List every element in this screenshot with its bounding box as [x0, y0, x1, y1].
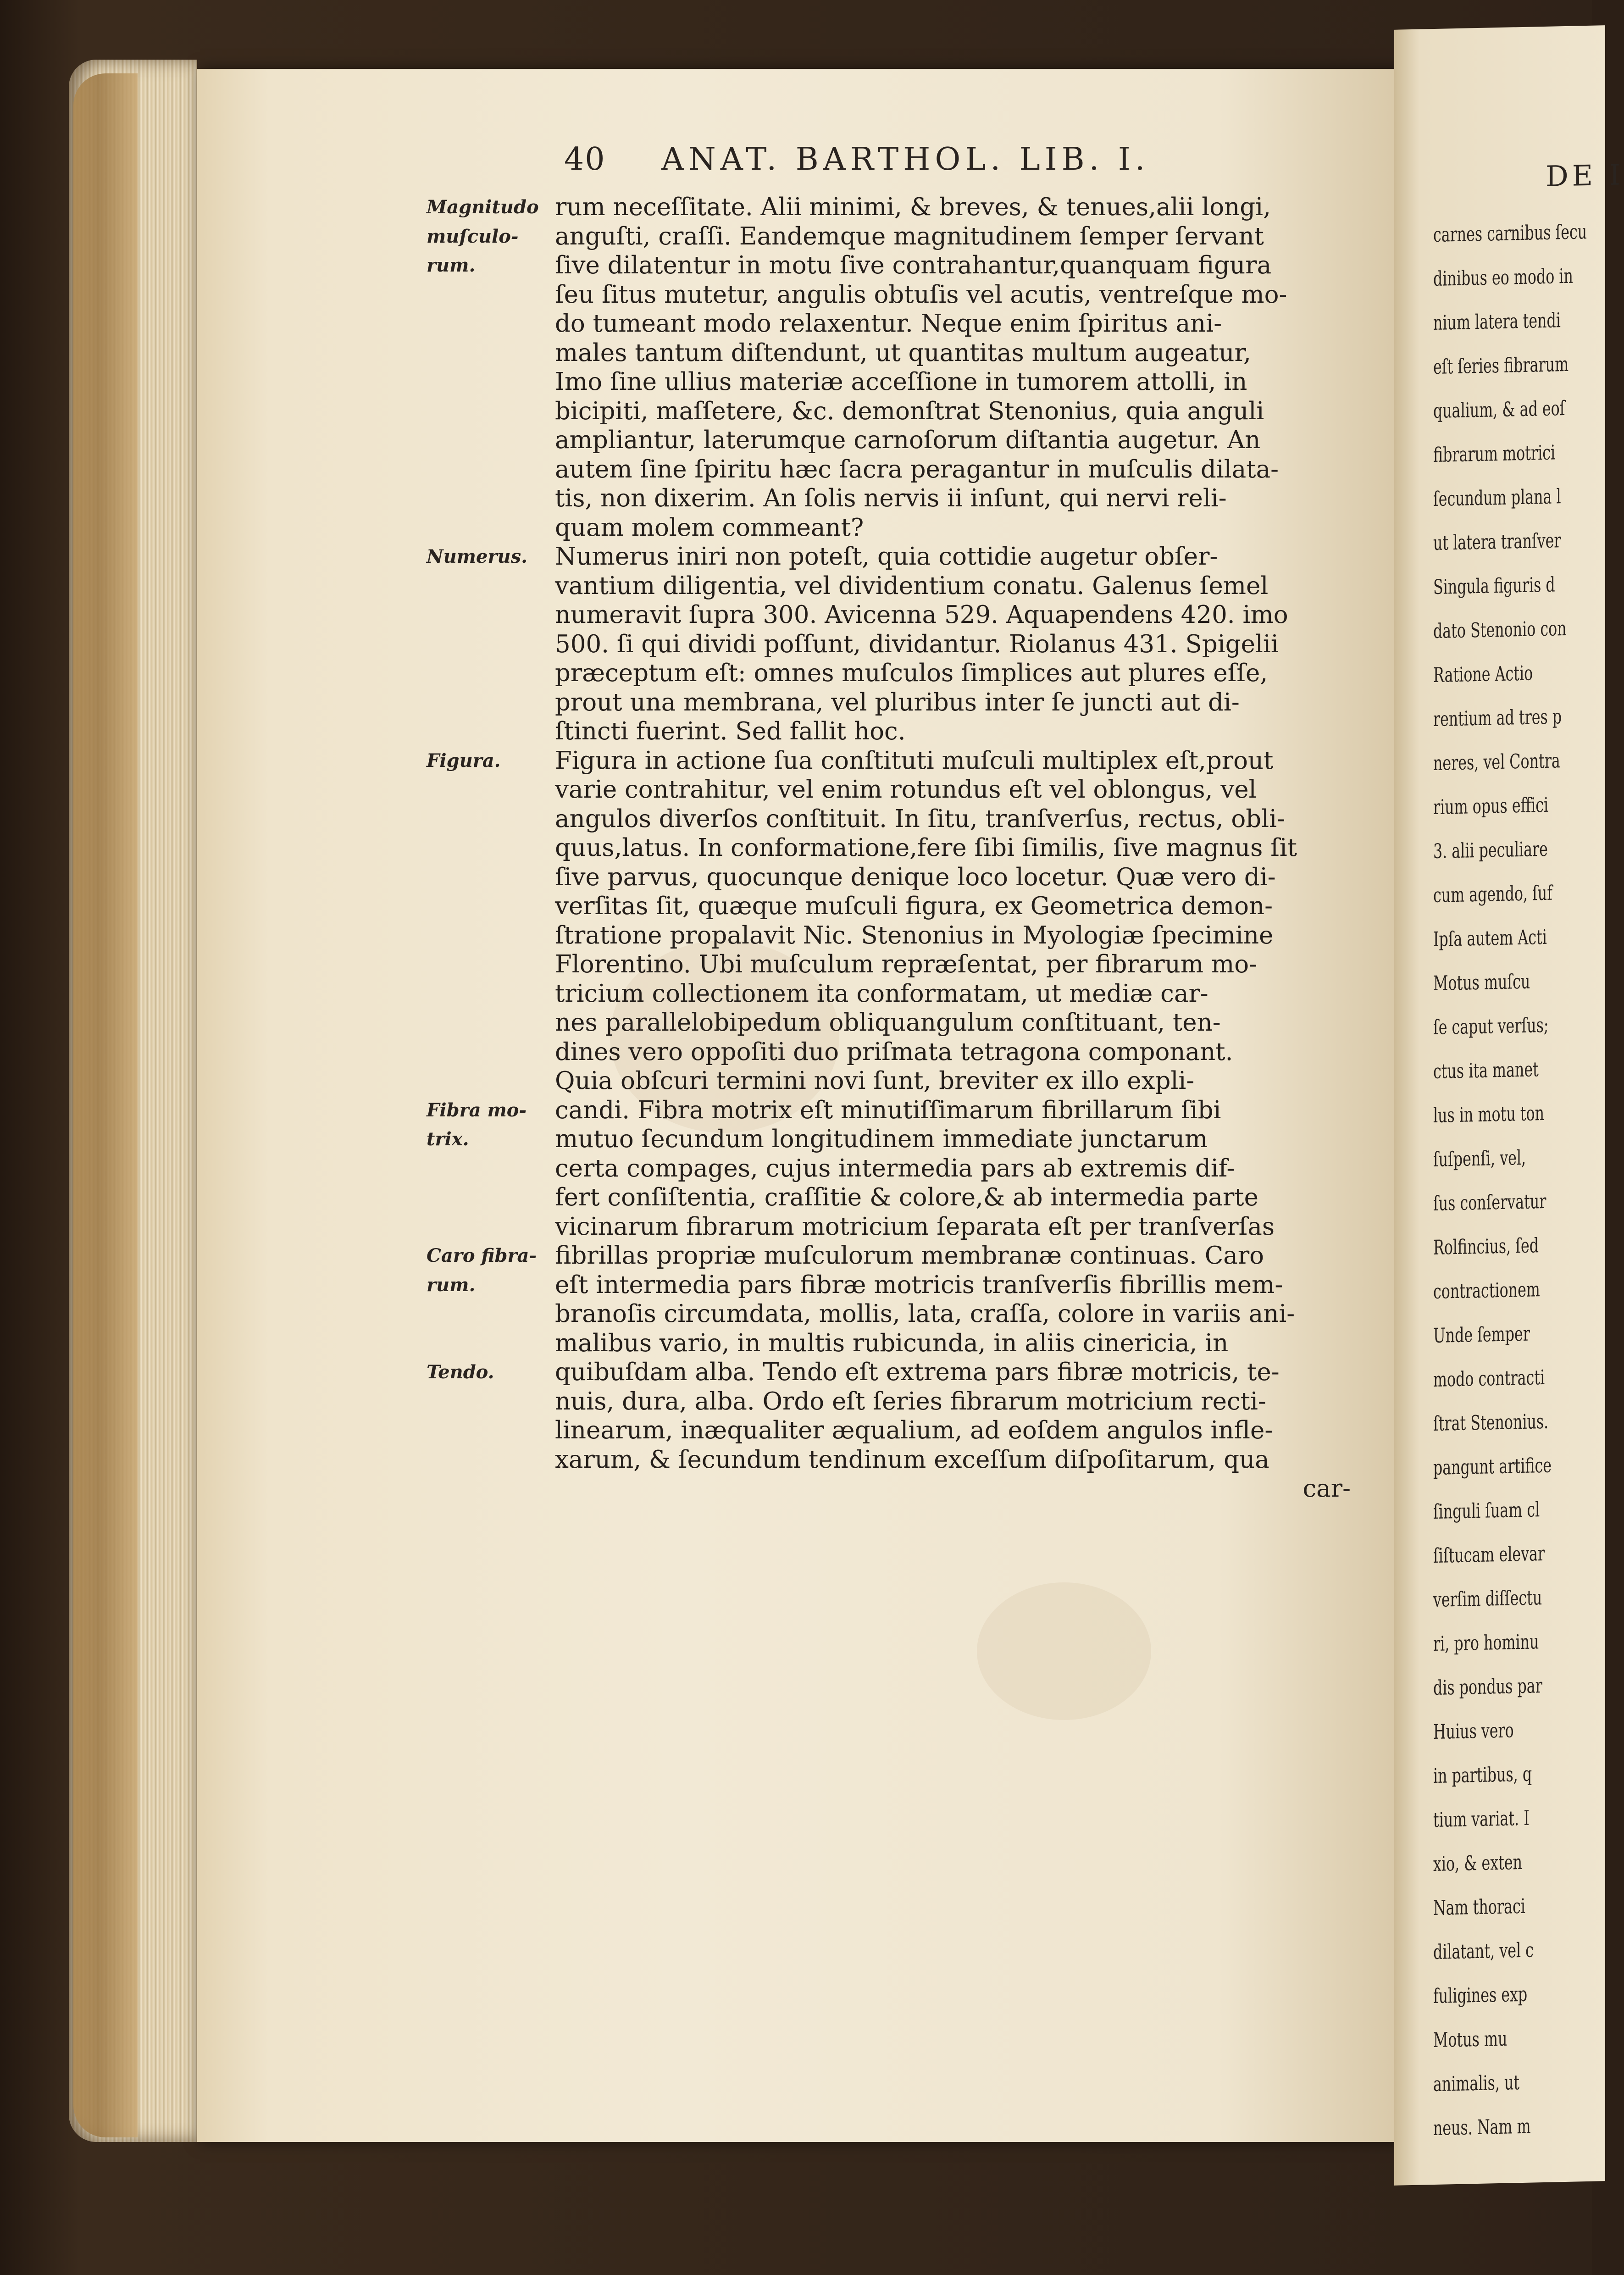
facing-page [1394, 25, 1624, 2186]
facing-page-line: dis pondus par [1433, 1674, 1542, 1700]
text-line: angulos diverſos conſtituit. In ſitu, tranſverſus, rectus, obli- [555, 805, 1285, 833]
margin-note: trix. [427, 1128, 469, 1150]
facing-page-line: carnes carnibus ſecu [1433, 220, 1587, 247]
main-text [555, 193, 1362, 1504]
facing-page-line: dinibus eo modo in [1433, 264, 1573, 291]
facing-page-line: neres, vel Contra [1433, 749, 1560, 776]
margin-note: Magnitudo [427, 196, 539, 218]
facing-page-line: cum agendo, ſuf [1433, 881, 1552, 908]
margin-note: Caro fibra- [427, 1245, 537, 1266]
margin-note: Fibra mo- [427, 1099, 527, 1121]
text-line: linearum, inæqualiter æqualium, ad eoſdem angulos infle- [555, 1416, 1273, 1444]
margin-note: Numerus. [427, 546, 528, 567]
text-line: varie contrahitur, vel enim rotundus eſt vel oblongus, vel [555, 776, 1257, 804]
facing-page-line: neus. Nam m [1433, 2114, 1531, 2141]
text-line: fert conſiſtentia, craſſitie & colore,& ab intermedia parte [555, 1183, 1258, 1211]
text-line: prout una membrana, vel pluribus inter ſe juncti aut di- [555, 688, 1240, 716]
facing-page-line: tium variat. I [1433, 1806, 1530, 1832]
running-title: ANAT. BARTHOL. LIB. I. [661, 141, 1150, 178]
text-line: Quia obſcuri termini novi ſunt, breviter ex illo expli- [555, 1067, 1195, 1095]
margin-note: rum. [427, 255, 476, 276]
margin-note: Tendo. [427, 1361, 494, 1383]
text-line: tricium collectionem ita conformatam, ut mediæ car- [555, 979, 1208, 1008]
facing-page-line: rentium ad tres p [1433, 705, 1562, 732]
facing-page-line: contractionem [1433, 1278, 1540, 1304]
text-line: ſtratione propalavit Nic. Stenonius in Myologiæ ſpecimine [555, 921, 1274, 949]
facing-page-line: lus in motu ton [1433, 1101, 1544, 1128]
facing-page-line: xio, & exten [1433, 1850, 1522, 1876]
text-line: Florentino. Ubi muſculum repræſentat, per fibrarum mo- [555, 950, 1258, 978]
facing-page-line: ſiſtucam elevar [1433, 1542, 1545, 1568]
facing-page-line: Singula figuris d [1433, 573, 1555, 599]
text-line: autem ſine ſpiritu hæc ſacra peragantur in muſculis dilata- [555, 455, 1279, 483]
facing-page-line: dilatant, vel c [1433, 1938, 1534, 1964]
paper-stain [977, 1582, 1151, 1720]
text-line: Imo ſine ullius materiæ acceſſione in tumorem attolli, in [555, 368, 1247, 396]
facing-page-line: ctus ita manet [1433, 1058, 1539, 1084]
running-header [564, 141, 1344, 178]
facing-page-line: eſt ſeries fibrarum [1433, 352, 1569, 379]
text-line: Figura in actione ſua conſtituti muſculi multiplex eſt,prout [555, 746, 1274, 775]
facing-page-line: Rolfincius, ſed [1433, 1234, 1539, 1260]
text-line: nes parallelobipedum obliquangulum conſtituant, ten- [555, 1009, 1221, 1037]
text-line: quibuſdam alba. Tendo eſt extrema pars fibræ motricis, te- [555, 1358, 1280, 1386]
text-line: 500. ſi qui dividi poſſunt, dividantur. Riolanus 431. Spigelii [555, 630, 1279, 658]
text-line: quam molem commeant? [555, 513, 864, 542]
text-line: do tumeant modo relaxentur. Neque enim ſpiritus ani- [555, 310, 1222, 338]
text-line: rum neceſſitate. Alii minimi, & breves, & tenues,alii longi, [555, 193, 1271, 221]
facing-page-line: Ratione Actio [1433, 661, 1533, 688]
facing-page-line: 3. alii peculiare [1433, 837, 1548, 864]
text-line: vantium diligentia, vel dividentium conatu. Galenus ſemel [555, 572, 1269, 600]
facing-page-line: ri, pro hominu [1433, 1630, 1539, 1656]
facing-page-line: Motus muſcu [1433, 970, 1530, 996]
facing-page-line: verſim diſſectu [1433, 1586, 1542, 1612]
facing-page-line: Nam thoraci [1433, 1894, 1525, 1920]
facing-page-line: fuligines exp [1433, 1982, 1528, 2009]
margin-note: rum. [427, 1274, 476, 1296]
facing-page-header: DE I [1546, 158, 1624, 193]
text-line: ampliantur, laterumque carnoſorum diſtantia augetur. An [555, 426, 1261, 454]
facing-page-line: pangunt artifice [1433, 1454, 1552, 1480]
text-line: bicipiti, maſſetere, &c. demonſtrat Stenonius, quia anguli [555, 397, 1264, 425]
facing-page-line: qualium, & ad eoſ [1433, 397, 1565, 423]
page-number: 40 [564, 141, 606, 178]
text-line: Numerus iniri non poteſt, quia cottidie augetur obſer- [555, 543, 1218, 571]
text-line: numeravit ſupra 300. Avicenna 529. Aquapendens 420. imo [555, 601, 1288, 629]
facing-page-line: in partibus, q [1433, 1762, 1532, 1788]
facing-page-line: ſecundum plana l [1433, 485, 1561, 511]
facing-page-line: Ipſa autem Acti [1433, 925, 1547, 952]
text-line: certa compages, cujus intermedia pars ab extremis dif- [555, 1154, 1235, 1182]
text-line: ſive dilatentur in motu ſive contrahantur,quanquam figura [555, 251, 1272, 279]
facing-page-line: fibrarum motrici [1433, 441, 1556, 467]
text-line: anguſti, craſſi. Eandemque magnitudinem ſemper ſervant [555, 222, 1264, 250]
facing-page-line: Huius vero [1433, 1719, 1514, 1744]
book-spine [73, 73, 138, 2137]
facing-page-line: Unde ſemper [1433, 1322, 1530, 1348]
text-line: xarum, & ſecundum tendinum exceſſum diſpoſitarum, qua [555, 1445, 1269, 1474]
text-line: mutuo ſecundum longitudinem immediate junctarum [555, 1125, 1208, 1153]
facing-page-line: dato Stenonio con [1433, 616, 1567, 644]
facing-page-line: ſus conſervatur [1433, 1189, 1546, 1216]
catchword: car- [1303, 1475, 1351, 1503]
facing-page-line: ſuſpenſi, vel, [1433, 1146, 1526, 1172]
text-line: præceptum eſt: omnes muſculos ſimplices aut plures eſſe, [555, 659, 1268, 687]
text-line: nuis, dura, alba. Ordo eſt ſeries fibrarum motricium recti- [555, 1387, 1266, 1415]
text-line: dines vero oppoſiti duo priſmata tetragona componant. [555, 1038, 1233, 1066]
text-line: fibrillas propriæ muſculorum membranæ continuas. Caro [555, 1242, 1264, 1270]
facing-page-line: ſe caput verſus; [1433, 1013, 1549, 1040]
facing-page-line: rium opus effici [1433, 793, 1549, 820]
text-line: verſitas ſit, quæque muſculi figura, ex Geometrica demon- [555, 892, 1273, 920]
text-line: quus,latus. In conformatione,fere ſibi ſimilis, ſive magnus ſit [555, 834, 1297, 862]
facing-page-line: ut latera tranſver [1433, 529, 1561, 555]
facing-page-line: modo contracti [1433, 1365, 1545, 1392]
text-line: vicinarum fibrarum motricium ſeparata eſt per tranſverſas [555, 1212, 1275, 1241]
facing-page-line: animalis, ut [1433, 2071, 1520, 2097]
facing-page-line: nium latera tendi [1433, 309, 1561, 335]
text-line: eſt intermedia pars fibræ motricis tranſverſis fibrillis mem- [555, 1271, 1283, 1299]
text-line: tis, non dixerim. An ſolis nervis ii inſunt, qui nervi reli- [555, 484, 1227, 512]
text-line: ſive parvus, quocunque denique loco locetur. Quæ vero di- [555, 863, 1276, 891]
facing-page-line: ſtrat Stenonius. [1433, 1409, 1549, 1436]
text-line: ſeu ſitus mutetur, angulis obtuſis vel acutis, ventreſque mo- [555, 280, 1287, 309]
facing-page-line: ſinguli ſuam cl [1433, 1498, 1540, 1524]
text-line: candi. Fibra motrix eſt minutiſſimarum fibrillarum ſibi [555, 1096, 1221, 1124]
text-line: males tantum diſtendunt, ut quantitas multum augeatur, [555, 338, 1251, 367]
text-line: ſtincti fuerint. Sed fallit hoc. [555, 717, 906, 745]
text-line: branoſis circumdata, mollis, lata, craſſa, colore in variis ani- [555, 1300, 1295, 1328]
margin-note: Figura. [427, 749, 501, 771]
text-line: malibus vario, in multis rubicunda, in aliis cinericia, in [555, 1329, 1229, 1357]
facing-page-line: Motus mu [1433, 2027, 1508, 2053]
margin-note: muſculo- [427, 225, 519, 247]
